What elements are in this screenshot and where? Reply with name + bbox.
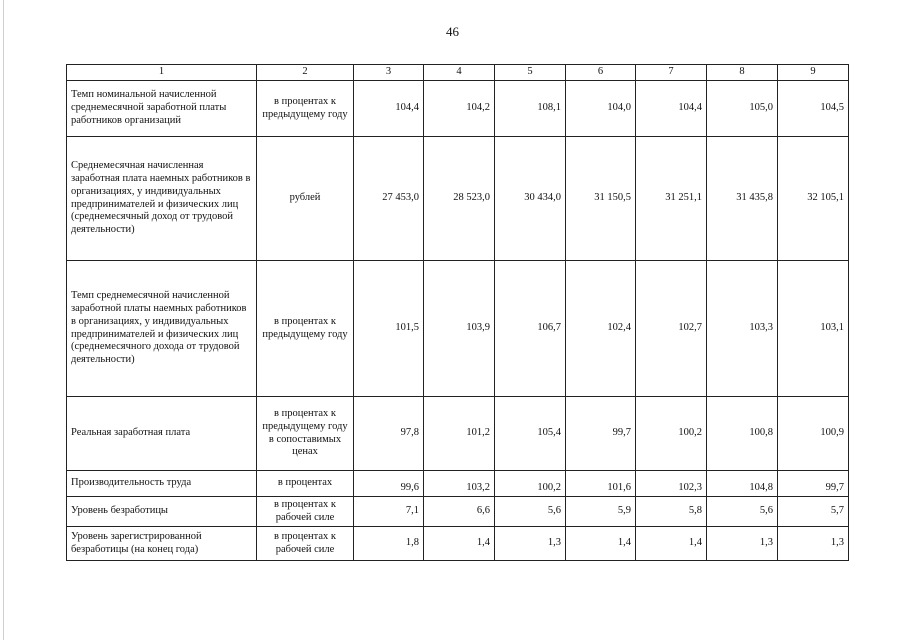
table-row — [67, 497, 849, 527]
value-cell: 1,4 — [424, 527, 495, 561]
table-row — [67, 397, 849, 471]
value-cell: 28 523,0 — [424, 137, 495, 261]
value-cell: 103,9 — [424, 261, 495, 397]
value-cell: 108,1 — [495, 81, 566, 137]
value-cell: 101,2 — [424, 397, 495, 471]
value-cell: 5,9 — [566, 497, 636, 527]
value-cell: 32 105,1 — [778, 137, 849, 261]
value-cell: 101,6 — [566, 471, 636, 497]
value-cell: 104,8 — [707, 471, 778, 497]
value-cell: 1,3 — [778, 527, 849, 561]
value-cell: 100,2 — [636, 397, 707, 471]
value-cell: 100,9 — [778, 397, 849, 471]
indicator-cell: Производительность труда — [67, 471, 257, 497]
unit-cell: в процентах к предыдущему году — [257, 261, 354, 397]
value-cell: 30 434,0 — [495, 137, 566, 261]
value-cell: 1,3 — [707, 527, 778, 561]
unit-cell: в процентах — [257, 471, 354, 497]
value-cell: 104,2 — [424, 81, 495, 137]
value-cell: 101,5 — [354, 261, 424, 397]
table-row — [67, 471, 849, 497]
table-row — [67, 81, 849, 137]
value-cell: 104,0 — [566, 81, 636, 137]
value-cell: 97,8 — [354, 397, 424, 471]
value-cell: 5,7 — [778, 497, 849, 527]
value-cell: 102,3 — [636, 471, 707, 497]
unit-cell: в процентах к рабочей силе — [257, 527, 354, 561]
indicator-cell: Среднемесячная начисленная заработная плата наемных работников в организациях, у индивидуальных предпринимателей и физических лиц (среднемесячный доход от трудовой деятельности) — [67, 137, 257, 261]
value-cell: 31 435,8 — [707, 137, 778, 261]
value-cell: 5,6 — [495, 497, 566, 527]
value-cell: 1,3 — [495, 527, 566, 561]
column-header: 5 — [495, 65, 566, 81]
column-header: 7 — [636, 65, 707, 81]
value-cell: 100,8 — [707, 397, 778, 471]
value-cell: 104,4 — [354, 81, 424, 137]
indicator-cell: Уровень зарегистрированной безработицы (на конец года) — [67, 527, 257, 561]
value-cell: 31 150,5 — [566, 137, 636, 261]
column-header: 9 — [778, 65, 849, 81]
table-row — [67, 261, 849, 397]
value-cell: 5,6 — [707, 497, 778, 527]
value-cell: 103,1 — [778, 261, 849, 397]
value-cell: 103,2 — [424, 471, 495, 497]
value-cell: 105,0 — [707, 81, 778, 137]
unit-cell: рублей — [257, 137, 354, 261]
table-row — [67, 137, 849, 261]
page-edge — [3, 0, 4, 640]
value-cell: 5,8 — [636, 497, 707, 527]
value-cell: 104,4 — [636, 81, 707, 137]
value-cell: 102,7 — [636, 261, 707, 397]
value-cell: 102,4 — [566, 261, 636, 397]
column-header: 2 — [257, 65, 354, 81]
value-cell: 105,4 — [495, 397, 566, 471]
column-header: 8 — [707, 65, 778, 81]
value-cell: 106,7 — [495, 261, 566, 397]
header-row — [67, 65, 849, 81]
value-cell: 31 251,1 — [636, 137, 707, 261]
value-cell: 1,8 — [354, 527, 424, 561]
value-cell: 7,1 — [354, 497, 424, 527]
statistics-table — [66, 64, 849, 561]
page-number: 46 — [446, 24, 459, 39]
value-cell: 100,2 — [495, 471, 566, 497]
column-header: 6 — [566, 65, 636, 81]
column-header: 1 — [67, 65, 257, 81]
value-cell: 6,6 — [424, 497, 495, 527]
value-cell: 103,3 — [707, 261, 778, 397]
table-row — [67, 527, 849, 561]
value-cell: 1,4 — [636, 527, 707, 561]
unit-cell: в процентах к рабочей силе — [257, 497, 354, 527]
indicator-cell: Темп номинальной начисленной среднемесячной заработной платы работников организаций — [67, 81, 257, 137]
indicator-cell: Уровень безработицы — [67, 497, 257, 527]
value-cell: 99,7 — [566, 397, 636, 471]
value-cell: 99,7 — [778, 471, 849, 497]
value-cell: 27 453,0 — [354, 137, 424, 261]
indicator-cell: Реальная заработная плата — [67, 397, 257, 471]
value-cell: 104,5 — [778, 81, 849, 137]
column-header: 4 — [424, 65, 495, 81]
unit-cell: в процентах к предыдущему году в сопоставимых ценах — [257, 397, 354, 471]
column-header: 3 — [354, 65, 424, 81]
value-cell: 99,6 — [354, 471, 424, 497]
indicator-cell: Темп среднемесячной начисленной заработной платы наемных работников в организациях, у индивидуальных предпринимателей и физических лиц (среднемесячного дохода от трудовой деятельности) — [67, 261, 257, 397]
unit-cell: в процентах к предыдущему году — [257, 81, 354, 137]
value-cell: 1,4 — [566, 527, 636, 561]
